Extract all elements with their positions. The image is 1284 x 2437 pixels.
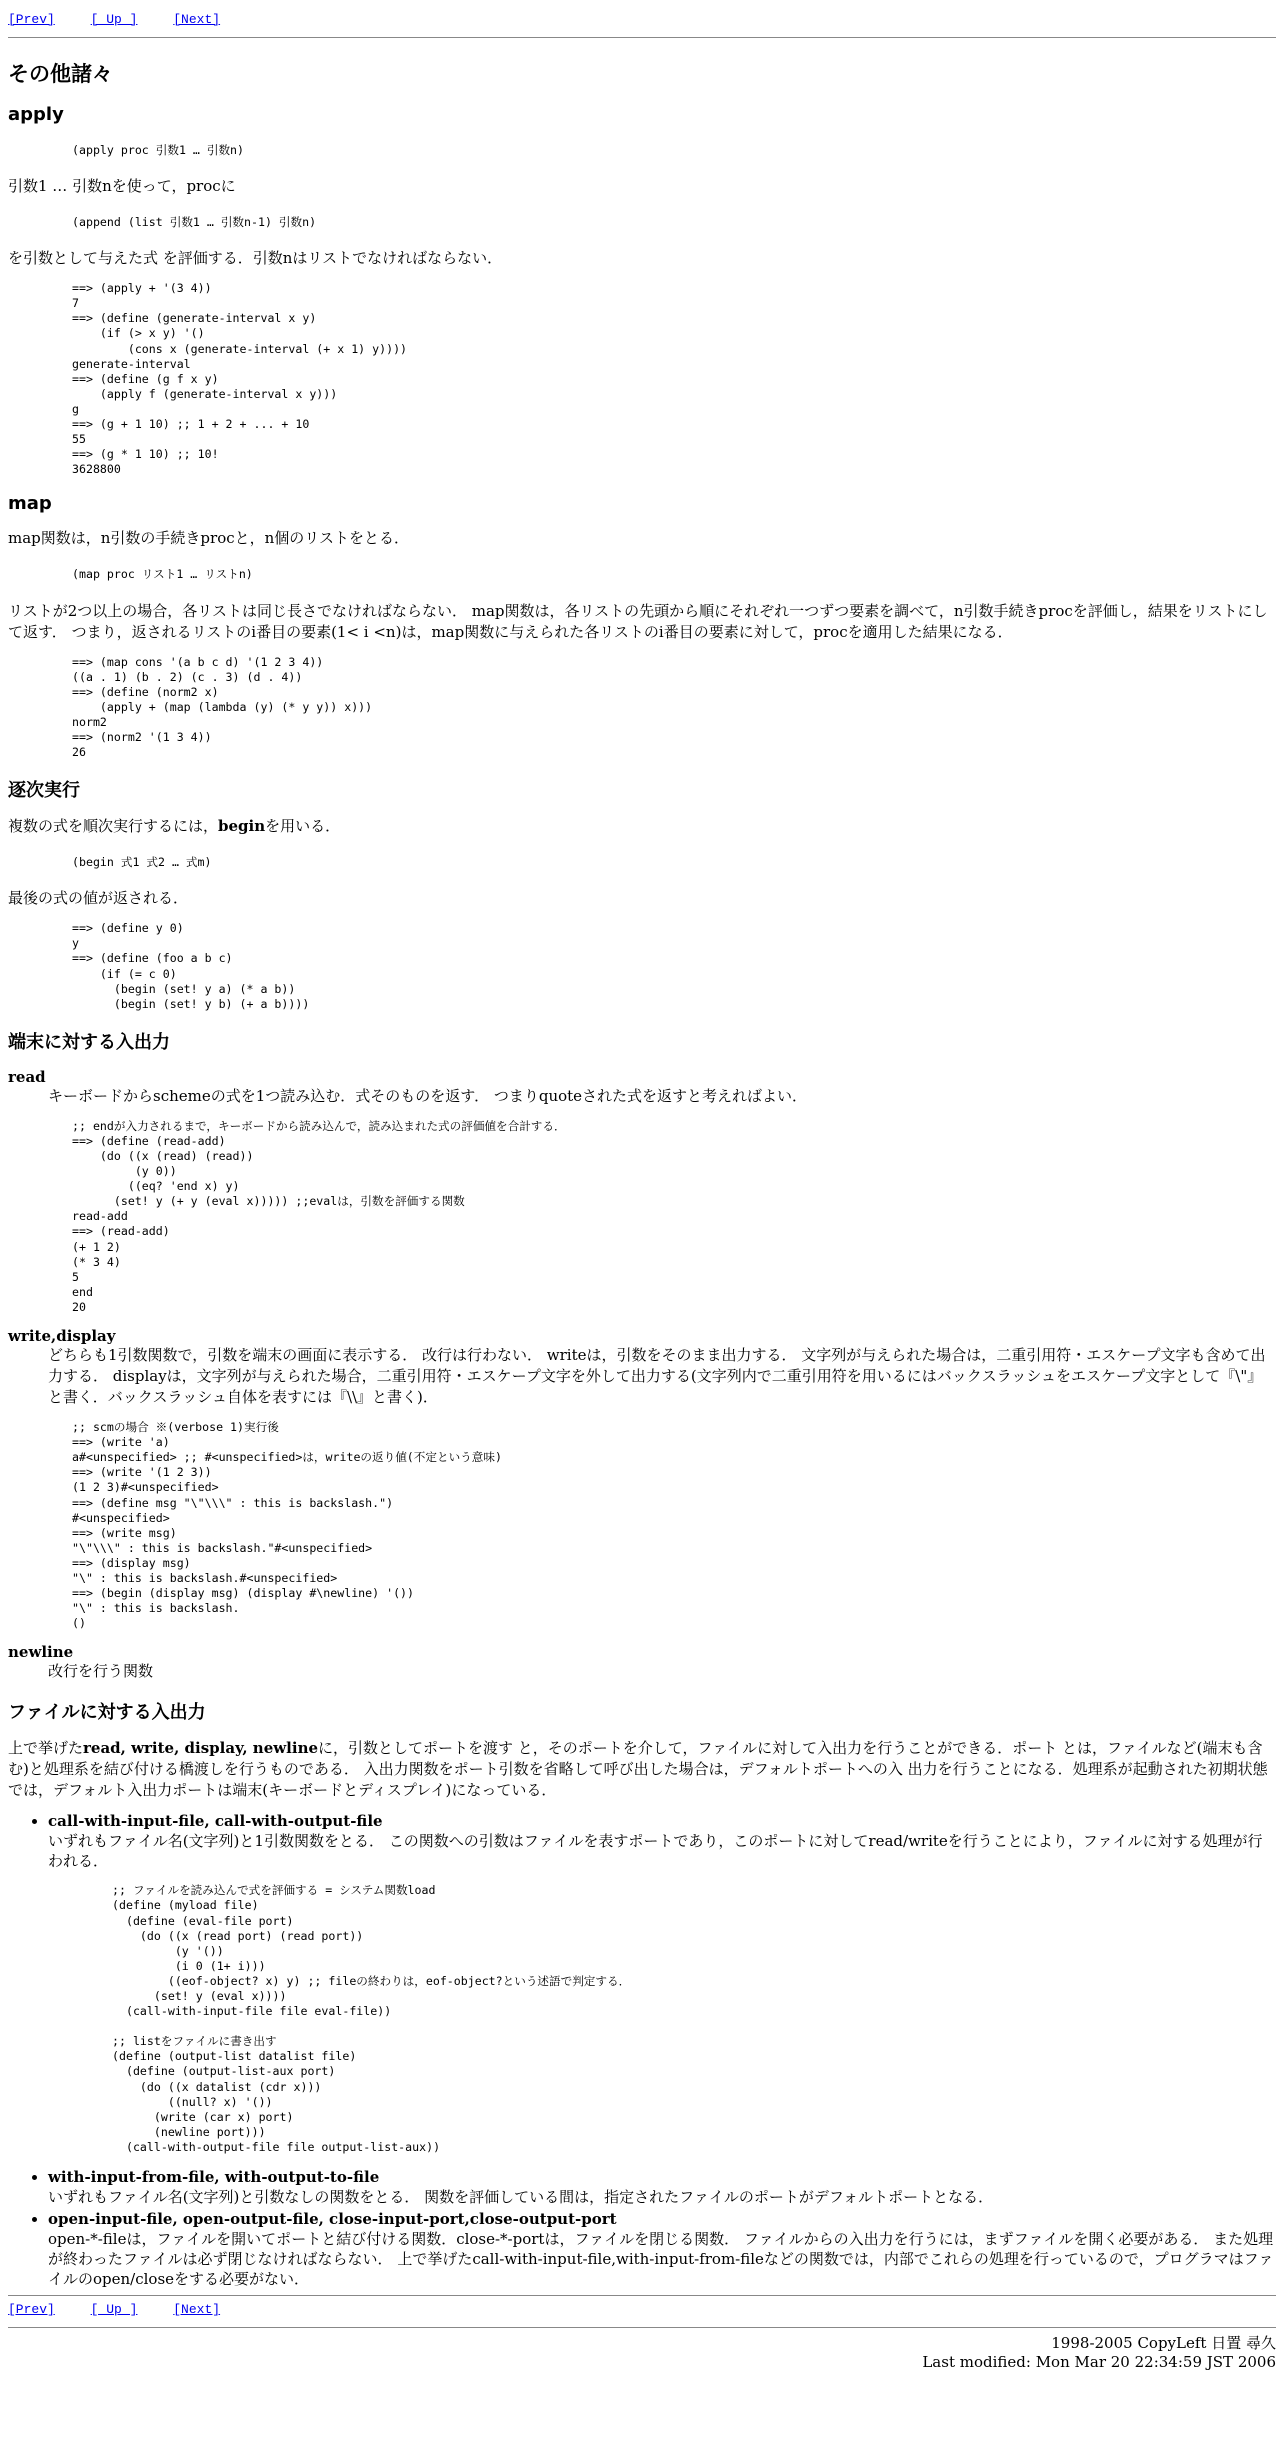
write-desc: どちらも1引数関数で，引数を端末の画面に表示する． 改行は行わない． writeは，引数をそのまま出力する． 文字列が与えられた場合は，二重引用符・エスケープ文字も含めて出力する． displayは，文字列が与えられた場合，二重引用符・エスケープ文字を外して出力する(文字列内で二重引用符を用いるにはバックスラッシュをエスケープ文字として『\"』と書く．バックスラッシュ自体を表すには『\\』と書く)． <box>48 1346 1266 1407</box>
list-item-desc: open-*-fileは，ファイルを開いてポートと結び付ける関数．close-*-portは，ファイルを閉じる関数． ファイルからの入出力を行うには，まずファイルを開く必要がある． また処理が終わったファイルは必ず閉じなければならない． 上で挙げたcall-with-input-file,with-input-from-fileなどの関数では，内部でこれらの処理を行っているので，プログラマはファイルのopen/closeをする必要がない． <box>48 2230 1274 2289</box>
list-item-title: open-input-file, open-output-file, close-input-port,close-output-port <box>48 2210 617 2229</box>
bottom-nav <box>8 2302 1276 2317</box>
next-link[interactable]: [Next] <box>173 12 221 27</box>
list-item <box>48 2167 1276 2207</box>
seq-desc-1-post: を用いる． <box>265 817 341 836</box>
list-item-title: with-input-from-file, with-output-to-file <box>48 2168 380 2187</box>
seq-desc-1 <box>8 816 1276 837</box>
begin-keyword: begin <box>218 817 266 836</box>
file-io-list <box>8 1811 1276 2289</box>
seq-desc-2: 最後の式の値が返される． <box>8 889 189 908</box>
file-io-code: ;; ファイルを読み込んで式を評価する = システム関数load (define (myload file) (define (eval-file port) (do ((x (read port) (read port)) (y '()) (i 0 (1+ i))) ((eof-object? x) y) ;; fileの終わりは，eof-object?という述語で判定する． (set! y (eval x)))) (call-with-input-file file eval-file)) ;; listをファイルに書き出す (define (output-list datalist file) (define (output-list-aux port) (do ((x datalist (cdr x))) ((null? x) '()) (write (car x) port) (newline port))) (call-with-output-file file output-list-aux)) <box>112 1883 631 2154</box>
apply-desc-2: を引数として与えた式 を評価する．引数nはリストでなければならない． <box>8 249 503 268</box>
list-item-title: call-with-input-file, call-with-output-file <box>48 1812 383 1831</box>
top-nav <box>8 12 1276 27</box>
file-io-heading: ファイルに対する入出力 <box>8 1702 206 1724</box>
map-desc-1: map関数は，n引数の手続きprocと，n個のリストをとる． <box>8 529 409 548</box>
newline-term: newline <box>8 1643 74 1662</box>
apply-syntax: (apply proc 引数1 … 引数n) <box>72 143 245 157</box>
term-io-heading: 端末に対する入出力 <box>8 1031 170 1053</box>
list-item-desc: いずれもファイル名(文字列)と1引数関数をとる． この関数への引数はファイルを表すポートであり，このポートに対してread/writeを行うことにより，ファイルに対する処理が行われる． <box>48 1832 1263 1871</box>
append-syntax: (append (list 引数1 … 引数n-1) 引数n) <box>72 215 317 230</box>
map-desc-2: リストが2つ以上の場合，各リストは同じ長さでなければならない． map関数は，各リストの先頭から順にそれぞれ一つずつ要素を調べて，n引数手続きprocを評価し，結果をリストにして返す． つまり，返されるリストのi番目の要素(1< i <n)は，map関数に与えられた各リストのi番目の要素に対して，procを適用した結果になる． <box>8 601 1268 641</box>
last-modified: Last modified: Mon Mar 20 22:34:59 JST 2006 <box>922 2353 1276 2372</box>
read-term: read <box>8 1067 46 1086</box>
read-desc: キーボードからschemeの式を1つ読み込む．式そのものを返す． つまりquoteされた式を返すと考えればよい． <box>48 1086 808 1105</box>
apply-desc-1: 引数1 … 引数nを使って，procに <box>8 177 236 196</box>
list-item <box>48 1811 1276 2155</box>
apply-code: ==> (apply + '(3 4)) 7 ==> (define (generate-interval x y) (if (> x y) '() (cons x (generate-interval (+ x 1) y)))) generate-interval ==> (define (g f x y) (apply f (generate-interval x y))) g ==> (g + 1 10) ;; 1 + 2 + ... + 10 55 ==> (g * 1 10) ;; 10! 3628800 <box>72 281 408 477</box>
list-item-desc: いずれもファイル名(文字列)と引数なしの関数をとる． 関数を評価している間は，指定されたファイルのポートがデフォルトポートとなる． <box>48 2188 994 2207</box>
map-syntax: (map proc リスト1 … リストn) <box>72 567 253 582</box>
newline-desc: 改行を行う関数 <box>48 1662 154 1681</box>
begin-syntax: (begin 式1 式2 … 式m) <box>72 855 212 870</box>
term-io-list <box>8 1068 1276 1683</box>
newline-def <box>48 1661 1276 1682</box>
read-def <box>48 1086 1276 1315</box>
seq-code: ==> (define y 0) y ==> (define (foo a b c) (if (= c 0) (begin (set! y a) (* a b)) (begin (set! y b) (+ a b)))) <box>72 921 310 1011</box>
up-link[interactable]: [ Up ] <box>90 2302 138 2318</box>
prev-link[interactable]: [Prev] <box>8 12 55 27</box>
map-code: ==> (map cons '(a b c d) '(1 2 3 4)) ((a . 1) (b . 2) (c . 3) (d . 4)) ==> (define (norm2 x) (apply + (map (lambda (y) (* y y)) x))) norm2 ==> (norm2 '(1 3 4)) 26 <box>72 654 373 760</box>
file-io-intro-post: に，引数としてポートを渡す と，そのポートを介して，ファイルに対して入出力を行うことができる．ポート とは，ファイルなど(端末も含む)と処理系を結び付ける橋渡しを行うものである． 入出力関数をポート引数を省略して呼び出した場合は，デフォルトポートへの入 出力を行うことになる．処理系が起動された初期状態では，デフォルト入出力ポートは端末(キーボードとディスプレイ)になっている． <box>8 1739 1268 1800</box>
page-title: その他諸々 <box>8 62 113 86</box>
seq-desc-1-pre: 複数の式を順次実行するには， <box>8 817 219 836</box>
divider <box>8 2327 1276 2328</box>
write-term: write,display <box>8 1327 116 1346</box>
file-io-intro-pre: 上で挙げた <box>8 1739 84 1758</box>
next-link[interactable]: [Next] <box>173 2302 221 2318</box>
write-def <box>48 1345 1276 1631</box>
divider <box>8 2295 1276 2296</box>
footer <box>8 2334 1276 2372</box>
read-code: ;; endが入力されるまで，キーボードから読み込んで，読み込まれた式の評価値を合計する． ==> (define (read-add) (do ((x (read) (read)) (y 0)) ((eq? 'end x) y) (set! y (+ y (eval x))))) ;;evalは，引数を評価する関数 read-add ==> (read-add) (+ 1 2) (* 3 4) 5 end 20 <box>72 1118 566 1314</box>
divider <box>8 37 1276 38</box>
file-io-intro <box>8 1738 1276 1801</box>
file-io-intro-bold: read, write, display, newline <box>83 1739 319 1758</box>
write-code: ;; scmの場合 ※(verbose 1)実行後 ==> (write 'a) a#<unspecified> ;; #<unspecified>は，writeの返り値(不定という意味) ==> (write '(1 2 3)) (1 2 3)#<unspecified> ==> (define msg "\"\\\" : this is backslash.") #<unspecified> ==> (write msg) "\"\\\" : this is backslash."#<unspecified> ==> (display msg) "\" : this is backslash.#<unspecified> ==> (begin (display msg) (display #\newline) '()) "\" : this is backslash. () <box>72 1420 502 1631</box>
up-link[interactable]: [ Up ] <box>90 12 138 27</box>
apply-heading: apply <box>8 104 64 125</box>
copyright: 1998-2005 CopyLeft 日置 尋久 <box>1051 2334 1276 2353</box>
map-heading: map <box>8 493 52 515</box>
prev-link[interactable]: [Prev] <box>8 2302 55 2318</box>
seq-heading: 逐次実行 <box>8 780 80 802</box>
list-item <box>48 2209 1276 2289</box>
